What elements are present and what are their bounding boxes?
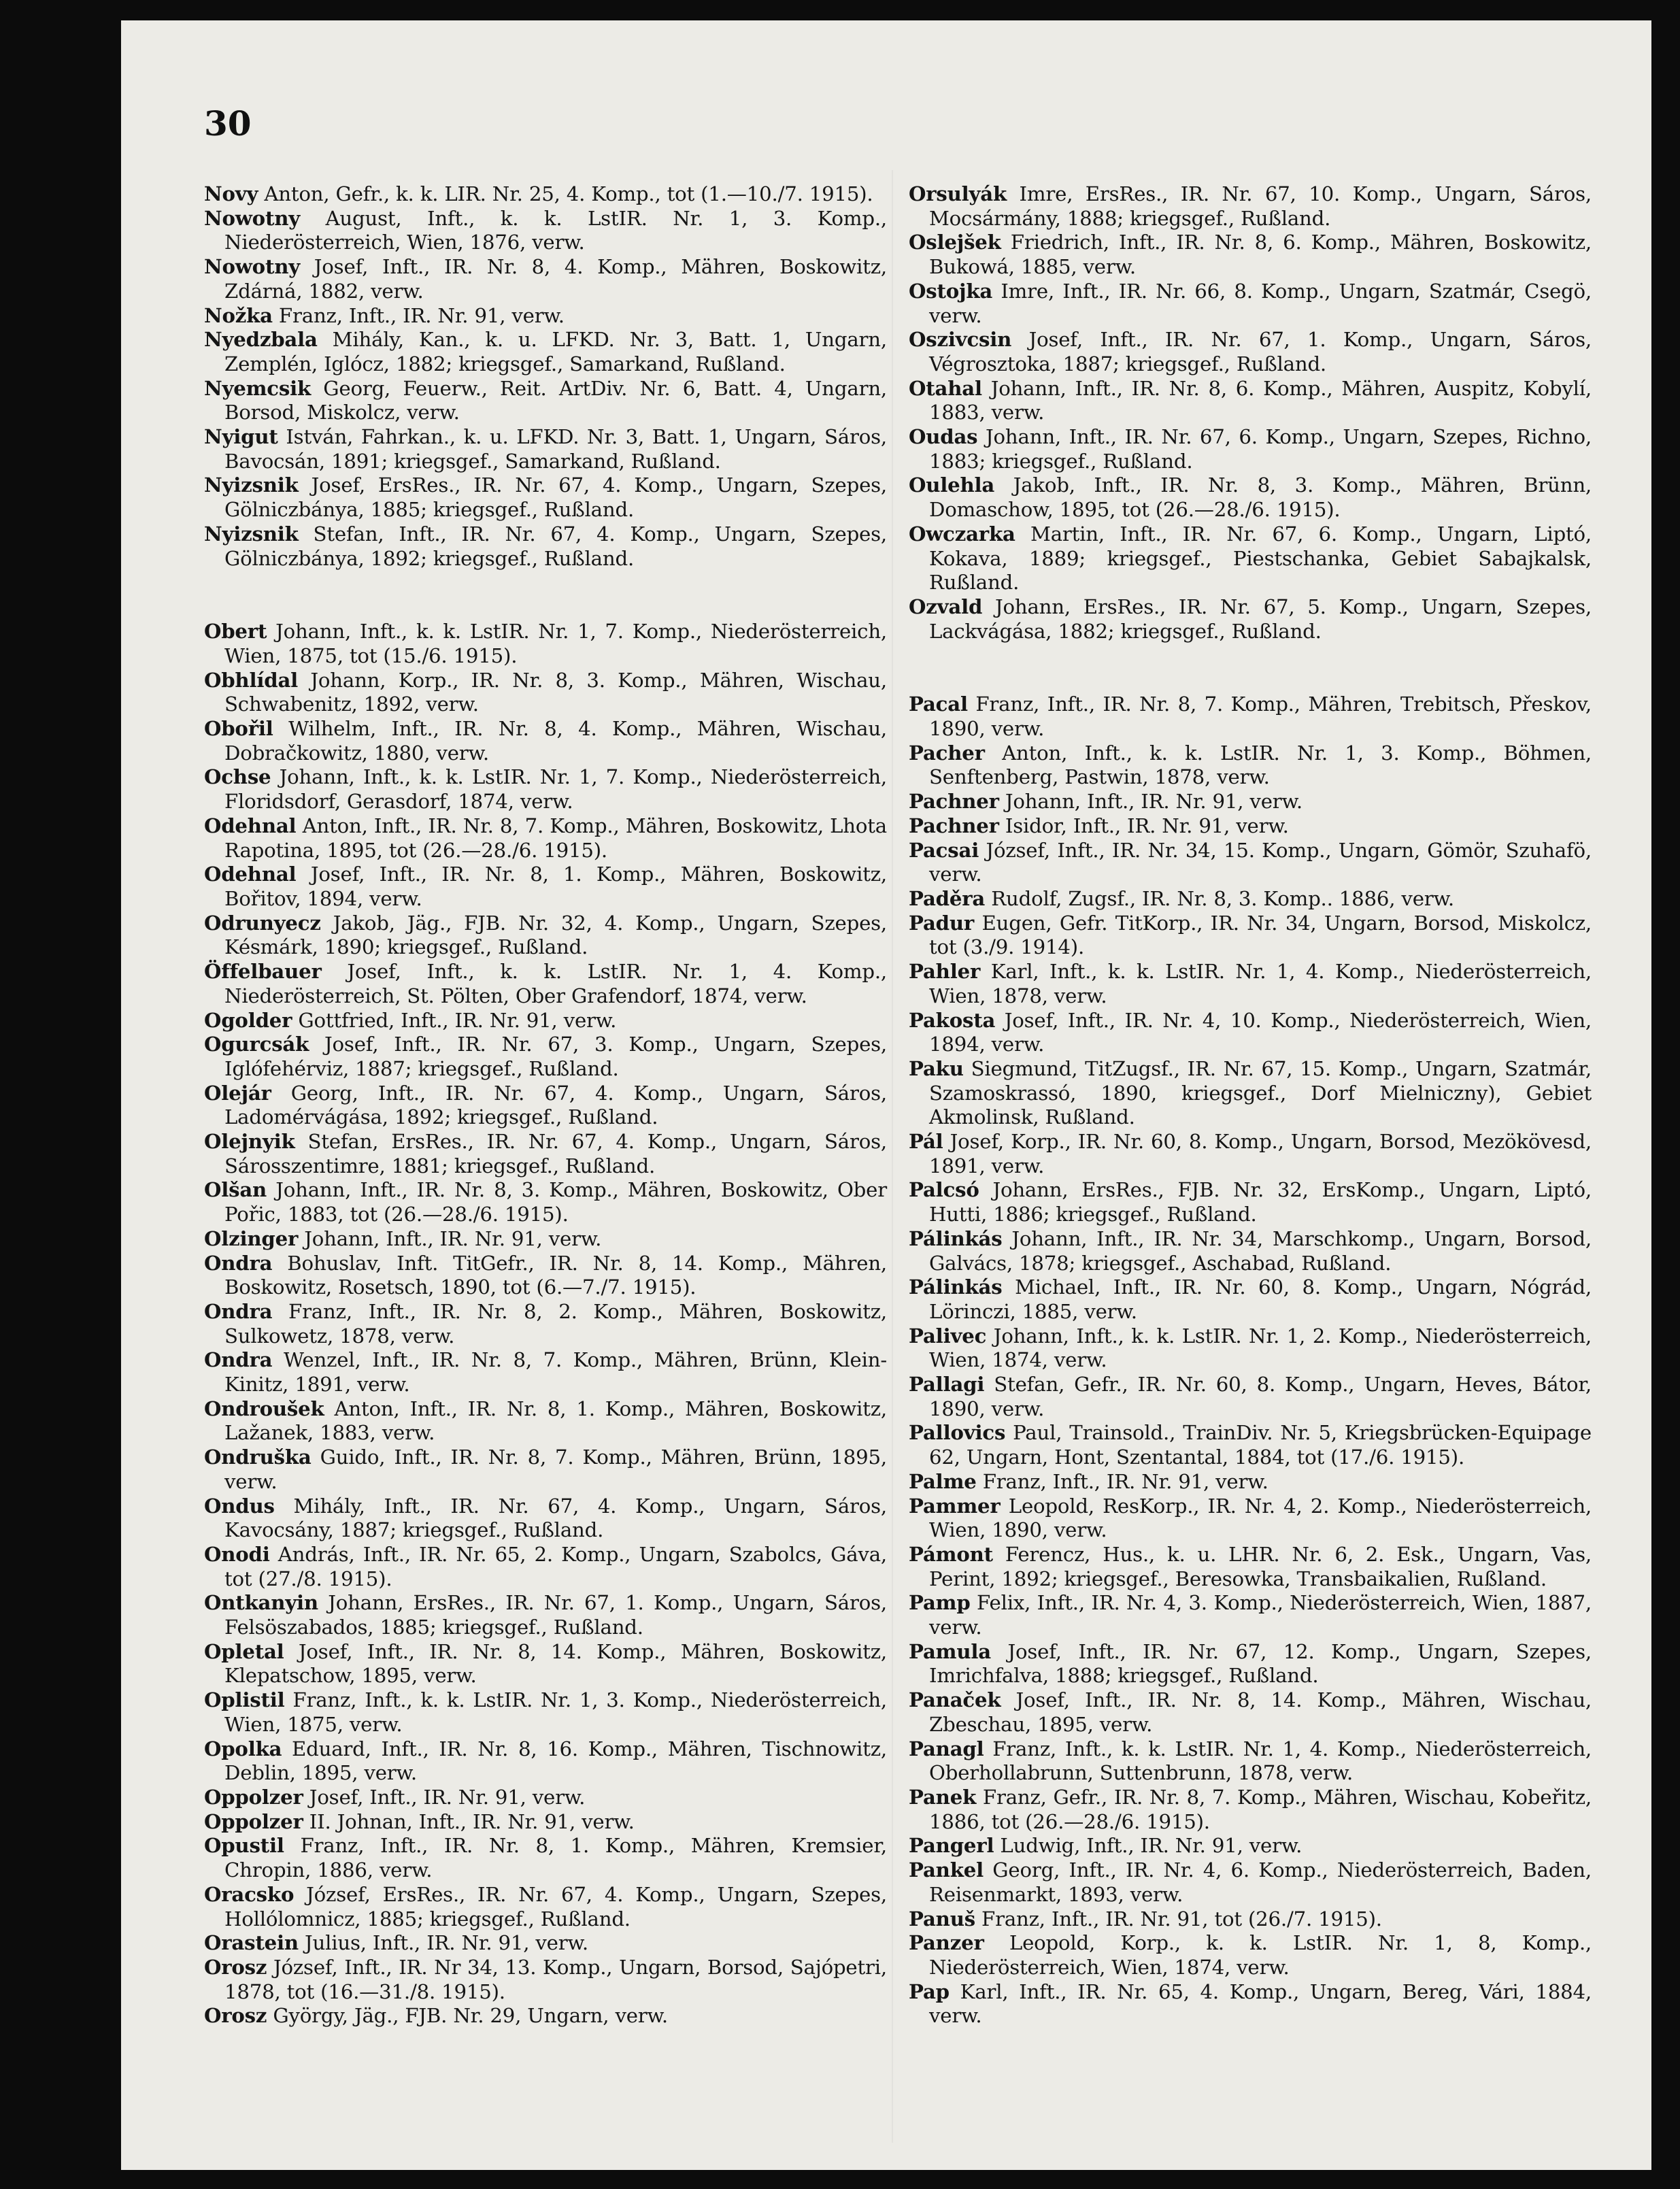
casualty-entry xyxy=(909,280,1592,328)
entry-details: Anton, Inft., k. k. LstIR. Nr. 1, 3. Komp., Böhmen, Senftenberg, Pastwin, 1878, verw. xyxy=(929,741,1592,789)
casualty-entry xyxy=(204,1009,887,1033)
entry-surname: Paku xyxy=(909,1056,964,1080)
entry-surname: Nyedzbala xyxy=(204,328,318,352)
casualty-entry xyxy=(204,1834,887,1882)
entry-details: Josef, ErsRes., IR. Nr. 67, 4. Komp., Ungarn, Szepes, Gölniczbánya, 1885; kriegsgef., Rußland. xyxy=(224,473,887,522)
entry-details: Karl, Inft., k. k. LstIR. Nr. 1, 4. Komp., Niederösterreich, Wien, 1878, verw. xyxy=(929,960,1592,1007)
casualty-entry xyxy=(909,741,1592,790)
entry-details: Josef, Inft., IR. Nr. 91, verw. xyxy=(303,1786,586,1809)
entry-details: Johann, ErsRes., IR. Nr. 67, 5. Komp., Ungarn, Szepes, Lackvágása, 1882; kriegsgef., Rußland. xyxy=(929,595,1592,643)
entry-details: Franz, Inft., IR. Nr. 8, 2. Komp., Mähren, Boskowitz, Sulkowetz, 1878, verw. xyxy=(224,1299,887,1348)
entry-details: Anton, Inft., IR. Nr. 8, 1. Komp., Mähren, Boskowitz, Lažanek, 1883, verw. xyxy=(224,1397,887,1445)
entry-details: Franz, Inft., IR. Nr. 8, 1. Komp., Mähren, Kremsier, Chropin, 1886, verw. xyxy=(224,1834,887,1882)
entry-surname: Ogolder xyxy=(204,1008,292,1032)
entry-surname: Ogurcsák xyxy=(204,1033,309,1056)
casualty-entry xyxy=(204,814,887,863)
entry-details: Imre, ErsRes., IR. Nr. 67, 10. Komp., Ungarn, Sáros, Mocsármány, 1888; kriegsgef., Rußland. xyxy=(929,182,1592,230)
entry-details: Friedrich, Inft., IR. Nr. 8, 6. Komp., Mähren, Boskowitz, Bukowá, 1885, verw. xyxy=(929,231,1592,279)
entry-details: Josef, Inft., IR. Nr. 8, 1. Komp., Mähren, Boskowitz, Bořitov, 1894, verw. xyxy=(224,863,887,910)
casualty-entry xyxy=(909,1178,1592,1226)
entry-details: Johann, ErsRes., IR. Nr. 67, 1. Komp., Ungarn, Sáros, Felsöszabados, 1885; kriegsgef., Rußland. xyxy=(224,1591,887,1639)
entry-details: Johann, Inft., IR. Nr. 8, 3. Komp., Mähren, Boskowitz, Ober Pořic, 1883, tot (26.—28./6. 1915). xyxy=(224,1178,887,1226)
casualty-entry xyxy=(909,231,1592,279)
entry-surname: Opletal xyxy=(204,1639,284,1663)
entry-details: Eduard, Inft., IR. Nr. 8, 16. Komp., Mähren, Tischnowitz, Deblin, 1895, verw. xyxy=(224,1737,887,1785)
entry-surname: Oudas xyxy=(909,425,978,449)
casualty-entry xyxy=(909,1688,1592,1737)
casualty-entry xyxy=(909,473,1592,522)
casualty-entry xyxy=(909,522,1592,595)
casualty-entry xyxy=(204,1810,887,1835)
entry-details: Franz, Inft., IR. Nr. 91, verw. xyxy=(976,1469,1269,1493)
entry-details: Gottfried, Inft., IR. Nr. 91, verw. xyxy=(292,1008,617,1032)
entry-details: Georg, Inft., IR. Nr. 4, 6. Komp., Niederösterreich, Baden, Reisenmarkt, 1893, verw. xyxy=(929,1858,1592,1906)
casualty-entry xyxy=(204,863,887,911)
entry-surname: Panzer xyxy=(909,1931,984,1955)
casualty-entry xyxy=(909,1931,1592,1979)
entry-section xyxy=(204,620,887,2028)
page-fold-shadow xyxy=(892,170,893,2143)
entry-surname: Nyizsnik xyxy=(204,522,299,546)
entry-surname: Oracsko xyxy=(204,1882,295,1906)
entry-surname: Ozvald xyxy=(909,595,983,618)
entry-details: Paul, Trainsold., TrainDiv. Nr. 5, Kriegsbrücken-Equipage 62, Ungarn, Hont, Szentantal, 1884, tot (17./6. 1915). xyxy=(929,1421,1592,1469)
casualty-entry xyxy=(909,814,1592,839)
entry-surname: Pankel xyxy=(909,1858,984,1882)
entry-details: Johann, Inft., IR. Nr. 8, 6. Komp., Mähren, Auspitz, Kobylí, 1883, verw. xyxy=(929,376,1592,424)
entry-details: Franz, Inft., k. k. LstIR. Nr. 1, 4. Komp., Niederösterreich, Oberhollabrunn, Suttenbrunn, 1878, verw. xyxy=(929,1737,1592,1785)
right-column xyxy=(909,182,1592,2028)
entry-surname: Palivec xyxy=(909,1324,987,1348)
entry-details: József, Inft., IR. Nr. 34, 15. Komp., Ungarn, Gömör, Szuhafö, verw. xyxy=(929,838,1592,886)
entry-surname: Oppolzer xyxy=(204,1809,303,1833)
entry-surname: Pámont xyxy=(909,1542,993,1566)
entry-surname: Pamula xyxy=(909,1639,991,1663)
casualty-entry xyxy=(909,1591,1592,1639)
casualty-entry xyxy=(909,377,1592,425)
entry-surname: Palme xyxy=(909,1469,977,1493)
casualty-entry xyxy=(909,912,1592,960)
entry-details: Ludwig, Inft., IR. Nr. 91, verw. xyxy=(994,1834,1303,1858)
entry-surname: Nyigut xyxy=(204,425,278,449)
entry-details: Jakob, Inft., IR. Nr. 8, 3. Komp., Mähren, Brünn, Domaschow, 1895, tot (26.—28./6. 1915). xyxy=(929,473,1592,522)
casualty-entry xyxy=(909,1640,1592,1688)
entry-surname: Oppolzer xyxy=(204,1786,303,1809)
entry-details: Franz, Inft., IR. Nr. 8, 7. Komp., Mähren, Trebitsch, Přeskov, 1890, verw. xyxy=(929,692,1592,741)
entry-surname: Ochse xyxy=(204,765,271,789)
entry-details: Stefan, ErsRes., IR. Nr. 67, 4. Komp., Ungarn, Sáros, Sárosszentimre, 1881; kriegsgef., Rußland. xyxy=(224,1130,887,1177)
casualty-entry xyxy=(909,790,1592,814)
casualty-entry xyxy=(909,1009,1592,1057)
entry-surname: Pachner xyxy=(909,814,999,837)
entry-details: Johann, Inft., k. k. LstIR. Nr. 1, 7. Komp., Niederösterreich, Wien, 1875, tot (15./6. 1915). xyxy=(224,620,887,667)
casualty-entry xyxy=(204,1082,887,1130)
entry-surname: Nowotny xyxy=(204,206,301,230)
entry-details: Mihály, Kan., k. u. LFKD. Nr. 3, Batt. 1, Ungarn, Zemplén, Iglócz, 1882; kriegsgef., Samarkand, Rußland. xyxy=(224,328,887,375)
casualty-entry xyxy=(909,1470,1592,1494)
entry-details: József, ErsRes., IR. Nr. 67, 4. Komp., Ungarn, Szepes, Hollólomnicz, 1885; kriegsgef., Rußland. xyxy=(224,1882,887,1931)
casualty-entry xyxy=(909,1907,1592,1932)
casualty-entry xyxy=(204,1543,887,1591)
entry-details: Michael, Inft., IR. Nr. 60, 8. Komp., Ungarn, Nógrád, Lörinczi, 1885, verw. xyxy=(929,1275,1592,1323)
casualty-entry xyxy=(204,1688,887,1737)
casualty-entry xyxy=(204,2004,887,2028)
casualty-entry xyxy=(909,1227,1592,1275)
entry-details: Josef, Inft., IR. Nr. 67, 12. Komp., Ungarn, Szepes, Imrichfalva, 1888; kriegsgef., Rußland. xyxy=(929,1639,1592,1688)
entry-details: Josef, Inft., IR. Nr. 8, 4. Komp., Mähren, Boskowitz, Zdárná, 1882, verw. xyxy=(224,255,887,303)
entry-surname: Olejnyik xyxy=(204,1130,295,1154)
casualty-entry xyxy=(204,1227,887,1252)
entry-surname: Panaček xyxy=(909,1688,1001,1712)
entry-surname: Ondruška xyxy=(204,1446,312,1469)
entry-details: Bohuslav, Inft. TitGefr., IR. Nr. 8, 14. Komp., Mähren, Boskowitz, Rosetsch, 1890, tot (6.—7./7. 1915). xyxy=(224,1251,887,1299)
casualty-entry xyxy=(204,1300,887,1348)
entry-details: Josef, Korp., IR. Nr. 60, 8. Komp., Ungarn, Borsod, Mezökövesd, 1891, verw. xyxy=(929,1130,1592,1177)
entry-section xyxy=(909,182,1592,644)
section-gap xyxy=(909,644,1592,692)
entry-surname: Opustil xyxy=(204,1834,284,1858)
entry-details: Martin, Inft., IR. Nr. 67, 6. Komp., Ungarn, Liptó, Kokava, 1889; kriegsgef., Piestschanka, Gebiet Sabajkalsk, Rußland. xyxy=(929,522,1592,595)
entry-details: Georg, Feuerw., Reit. ArtDiv. Nr. 6, Batt. 4, Ungarn, Borsod, Miskolcz, verw. xyxy=(224,376,887,424)
entry-surname: Oszivcsin xyxy=(909,328,1012,352)
entry-surname: Öffelbauer xyxy=(204,960,322,984)
entry-surname: Ondra xyxy=(204,1251,273,1275)
entry-surname: Owczarka xyxy=(909,522,1015,546)
casualty-entry xyxy=(909,1494,1592,1543)
entry-details: Leopold, Korp., k. k. LstIR. Nr. 1, 8, Komp., Niederösterreich, Wien, 1874, verw. xyxy=(929,1931,1592,1979)
entry-surname: Otahal xyxy=(909,376,982,400)
entry-surname: Pallagi xyxy=(909,1373,985,1397)
entry-surname: Orsulyák xyxy=(909,182,1007,205)
casualty-entry xyxy=(909,1373,1592,1421)
entry-details: Josef, Inft., IR. Nr. 8, 14. Komp., Mähren, Wischau, Zbeschau, 1895, verw. xyxy=(929,1688,1592,1736)
entry-details: II. Johnan, Inft., IR. Nr. 91, verw. xyxy=(303,1809,635,1833)
casualty-entry xyxy=(909,1980,1592,2028)
entry-details: Siegmund, TitZugsf., IR. Nr. 67, 15. Komp., Ungarn, Szatmár, Szamoskrassó, 1890, kriegsgef., Dorf Mielniczny), Gebiet Akmolinsk, Rußland. xyxy=(929,1056,1592,1129)
entry-details: August, Inft., k. k. LstIR. Nr. 1, 3. Komp., Niederösterreich, Wien, 1876, verw. xyxy=(224,206,887,254)
entry-surname: Ondus xyxy=(204,1494,275,1518)
entry-surname: Obert xyxy=(204,620,267,644)
casualty-entry xyxy=(204,912,887,960)
entry-surname: Panagl xyxy=(909,1737,984,1760)
entry-details: Johann, Inft., k. k. LstIR. Nr. 1, 7. Komp., Niederösterreich, Floridsdorf, Gerasdorf, 1874, verw. xyxy=(224,765,887,814)
casualty-entry xyxy=(204,1591,887,1639)
entry-details: Rudolf, Zugsf., IR. Nr. 8, 3. Komp.. 1886, verw. xyxy=(985,886,1454,910)
entry-details: Wenzel, Inft., IR. Nr. 8, 7. Komp., Mähren, Brünn, Klein-Kinitz, 1891, verw. xyxy=(224,1348,887,1397)
casualty-entry xyxy=(204,425,887,473)
casualty-entry xyxy=(204,1252,887,1300)
casualty-entry xyxy=(204,1640,887,1688)
casualty-entry xyxy=(204,182,887,207)
entry-surname: Pammer xyxy=(909,1494,1001,1518)
entry-surname: Nožka xyxy=(204,303,273,327)
entry-details: Georg, Inft., IR. Nr. 67, 4. Komp., Ungarn, Sáros, Ladomérvágása, 1892; kriegsgef., Rußland. xyxy=(224,1081,887,1129)
entry-details: Jakob, Jäg., FJB. Nr. 32, 4. Komp., Ungarn, Szepes, Késmárk, 1890; kriegsgef., Rußland. xyxy=(224,911,887,959)
entry-details: Franz, Inft., IR. Nr. 91, verw. xyxy=(272,303,565,327)
entry-details: Josef, Inft., IR. Nr. 4, 10. Komp., Niederösterreich, Wien, 1894, verw. xyxy=(929,1008,1592,1056)
entry-details: István, Fahrkan., k. u. LFKD. Nr. 3, Batt. 1, Ungarn, Sáros, Bavocsán, 1891; kriegsgef., Samarkand, Rußland. xyxy=(224,425,887,473)
casualty-entry xyxy=(204,522,887,571)
casualty-entry xyxy=(204,765,887,814)
entry-surname: Pahler xyxy=(909,960,981,984)
entry-details: Stefan, Gefr., IR. Nr. 60, 8. Komp., Ungarn, Heves, Bátor, 1890, verw. xyxy=(929,1373,1592,1420)
entry-surname: Onodi xyxy=(204,1542,270,1566)
entry-details: Felix, Inft., IR. Nr. 4, 3. Komp., Niederösterreich, Wien, 1887, verw. xyxy=(929,1591,1592,1639)
casualty-entry xyxy=(909,1737,1592,1786)
casualty-entry xyxy=(204,207,887,255)
entry-details: Johann, Inft., IR. Nr. 67, 6. Komp., Ungarn, Szepes, Richno, 1883; kriegsgef., Rußland. xyxy=(929,425,1592,473)
entry-details: Franz, Inft., k. k. LstIR. Nr. 1, 3. Komp., Niederösterreich, Wien, 1875, verw. xyxy=(224,1688,887,1736)
entry-details: Johann, ErsRes., FJB. Nr. 32, ErsKomp., Ungarn, Liptó, Hutti, 1886; kriegsgef., Rußland. xyxy=(929,1178,1592,1226)
entry-surname: Nyemcsik xyxy=(204,376,312,400)
casualty-entry xyxy=(909,1834,1592,1858)
casualty-entry xyxy=(204,1931,887,1956)
entry-details: Karl, Inft., IR. Nr. 65, 4. Komp., Ungarn, Bereg, Vári, 1884, verw. xyxy=(929,1979,1592,2028)
entry-details: András, Inft., IR. Nr. 65, 2. Komp., Ungarn, Szabolcs, Gáva, tot (27./8. 1915). xyxy=(224,1542,887,1590)
casualty-entry xyxy=(909,887,1592,912)
casualty-entry xyxy=(909,1543,1592,1591)
casualty-entry xyxy=(909,1057,1592,1130)
entry-details: Leopold, ResKorp., IR. Nr. 4, 2. Komp., Niederösterreich, Wien, 1890, verw. xyxy=(929,1494,1592,1542)
entry-surname: Pangerl xyxy=(909,1834,994,1858)
entry-details: Stefan, Inft., IR. Nr. 67, 4. Komp., Ungarn, Szepes, Gölniczbánya, 1892; kriegsgef., Rußland. xyxy=(224,522,887,570)
entry-details: Josef, Inft., IR. Nr. 8, 14. Komp., Mähren, Boskowitz, Klepatschow, 1895, verw. xyxy=(224,1639,887,1688)
casualty-entry xyxy=(204,1786,887,1810)
left-column xyxy=(204,182,887,2028)
entry-surname: Obořil xyxy=(204,717,273,741)
entry-surname: Pallovics xyxy=(909,1421,1006,1445)
casualty-entry xyxy=(204,377,887,425)
entry-details: Eugen, Gefr. TitKorp., IR. Nr. 34, Ungarn, Borsod, Miskolcz, tot (3./9. 1914). xyxy=(929,911,1592,959)
entry-surname: Oslejšek xyxy=(909,231,1001,254)
entry-details: Josef, Inft., IR. Nr. 67, 1. Komp., Ungarn, Sáros, Végrosztoka, 1887; kriegsgef., Rußland. xyxy=(929,328,1592,375)
entry-surname: Pap xyxy=(909,1979,950,2003)
entry-details: Imre, Inft., IR. Nr. 66, 8. Komp., Ungarn, Szatmár, Csegö, verw. xyxy=(929,279,1592,327)
entry-surname: Nowotny xyxy=(204,255,301,279)
entry-details: Johann, Korp., IR. Nr. 8, 3. Komp., Mähren, Wischau, Schwabenitz, 1892, verw. xyxy=(224,668,887,716)
entry-section xyxy=(909,692,1592,2028)
entry-surname: Olejár xyxy=(204,1081,271,1105)
entry-details: József, Inft., IR. Nr 34, 13. Komp., Ungarn, Borsod, Sajópetri, 1878, tot (16.—31./8. 1915). xyxy=(224,1955,887,2003)
entry-surname: Palcsó xyxy=(909,1178,979,1202)
entry-surname: Pakosta xyxy=(909,1008,996,1032)
casualty-entry xyxy=(909,1324,1592,1373)
entry-details: Franz, Gefr., IR. Nr. 8, 7. Komp., Mähren, Wischau, Kobeřitz, 1886, tot (26.—28./6. 1915). xyxy=(929,1786,1592,1833)
entry-details: Anton, Gefr., k. k. LIR. Nr. 25, 4. Komp., tot (1.—10./7. 1915). xyxy=(258,182,873,205)
casualty-entry xyxy=(204,1033,887,1081)
entry-surname: Obhlídal xyxy=(204,668,299,692)
casualty-entry xyxy=(909,595,1592,644)
casualty-entry xyxy=(909,692,1592,741)
entry-surname: Odehnal xyxy=(204,863,297,886)
page-number: 30 xyxy=(204,103,252,144)
entry-details: Johann, Inft., IR. Nr. 34, Marschkomp., Ungarn, Borsod, Galvács, 1878; kriegsgef., Aschabad, Rußland. xyxy=(929,1226,1592,1275)
casualty-entry xyxy=(909,328,1592,376)
entry-surname: Odrunyecz xyxy=(204,911,321,935)
casualty-entry xyxy=(204,1737,887,1786)
casualty-entry xyxy=(204,1494,887,1543)
casualty-entry xyxy=(204,960,887,1008)
entry-surname: Ostojka xyxy=(909,279,993,303)
entry-surname: Pálinkás xyxy=(909,1226,1003,1250)
entry-details: Anton, Inft., IR. Nr. 8, 7. Komp., Mähren, Boskowitz, Lhota Rapotina, 1895, tot (26.—28./6. 1915). xyxy=(224,814,887,862)
entry-details: Wilhelm, Inft., IR. Nr. 8, 4. Komp., Mähren, Wischau, Dobračkowitz, 1880, verw. xyxy=(224,717,887,765)
casualty-entry xyxy=(909,1275,1592,1324)
casualty-entry xyxy=(204,1446,887,1494)
entry-details: Johann, Inft., IR. Nr. 91, verw. xyxy=(998,790,1303,814)
entry-surname: Orosz xyxy=(204,2004,267,2028)
entry-details: Mihály, Inft., IR. Nr. 67, 4. Komp., Ungarn, Sáros, Kavocsány, 1887; kriegsgef., Rußland. xyxy=(224,1494,887,1542)
entry-surname: Pamp xyxy=(909,1591,971,1615)
entry-surname: Padur xyxy=(909,911,975,935)
casualty-entry xyxy=(204,1348,887,1397)
casualty-entry xyxy=(204,669,887,717)
casualty-entry xyxy=(204,1130,887,1178)
casualty-entry xyxy=(204,1397,887,1446)
entry-details: Johann, Inft., IR. Nr. 91, verw. xyxy=(298,1226,602,1250)
casualty-entry xyxy=(204,620,887,668)
entry-surname: Oulehla xyxy=(909,473,995,497)
entry-surname: Pacsai xyxy=(909,838,979,862)
entry-surname: Panuš xyxy=(909,1907,975,1931)
entry-surname: Nyizsnik xyxy=(204,473,299,497)
entry-surname: Ondroušek xyxy=(204,1397,324,1420)
entry-details: Julius, Inft., IR. Nr. 91, verw. xyxy=(298,1931,588,1955)
entry-surname: Pachner xyxy=(909,790,999,814)
casualty-entry xyxy=(909,1858,1592,1907)
entry-details: György, Jäg., FJB. Nr. 29, Ungarn, verw. xyxy=(267,2004,668,2028)
casualty-entry xyxy=(204,473,887,522)
entry-surname: Ondra xyxy=(204,1299,273,1323)
casualty-entry xyxy=(204,328,887,376)
casualty-entry xyxy=(204,717,887,765)
entry-surname: Olzinger xyxy=(204,1226,299,1250)
casualty-entry xyxy=(204,304,887,329)
entry-surname: Paděra xyxy=(909,886,986,910)
entry-details: Guido, Inft., IR. Nr. 8, 7. Komp., Mähren, Brünn, 1895, verw. xyxy=(224,1446,887,1493)
entry-surname: Oplistil xyxy=(204,1688,285,1712)
casualty-entry xyxy=(204,1883,887,1931)
entry-details: Josef, Inft., k. k. LstIR. Nr. 1, 4. Komp., Niederösterreich, St. Pölten, Ober Grafendorf, 1874, verw. xyxy=(224,960,887,1007)
casualty-entry xyxy=(909,1130,1592,1178)
entry-surname: Pacher xyxy=(909,741,985,765)
casualty-entry xyxy=(909,182,1592,231)
casualty-entry xyxy=(909,839,1592,887)
casualty-entry xyxy=(909,960,1592,1008)
entry-details: Johann, Inft., k. k. LstIR. Nr. 1, 2. Komp., Niederösterreich, Wien, 1874, verw. xyxy=(929,1324,1592,1372)
entry-details: Ferencz, Hus., k. u. LHR. Nr. 6, 2. Esk., Ungarn, Vas, Perint, 1892; kriegsgef., Beresowka, Transbaikalien, Rußland. xyxy=(929,1542,1592,1590)
entry-surname: Pál xyxy=(909,1130,943,1154)
entry-details: Franz, Inft., IR. Nr. 91, tot (26./7. 1915). xyxy=(975,1907,1382,1931)
entry-surname: Panek xyxy=(909,1786,977,1809)
casualty-entry xyxy=(909,1421,1592,1469)
entry-surname: Novy xyxy=(204,182,258,205)
entry-surname: Odehnal xyxy=(204,814,297,837)
casualty-entry xyxy=(909,425,1592,473)
entry-surname: Ontkanyin xyxy=(204,1591,318,1615)
casualty-entry xyxy=(204,1178,887,1226)
casualty-entry xyxy=(204,1956,887,2004)
entry-section xyxy=(204,182,887,571)
book-page xyxy=(121,20,1651,2170)
entry-surname: Olšan xyxy=(204,1178,267,1202)
casualty-entry xyxy=(909,1786,1592,1834)
casualty-entry xyxy=(204,255,887,303)
entry-surname: Orosz xyxy=(204,1955,267,1979)
entry-surname: Pálinkás xyxy=(909,1275,1003,1299)
entry-surname: Orastein xyxy=(204,1931,299,1955)
entry-details: Isidor, Inft., IR. Nr. 91, verw. xyxy=(998,814,1289,837)
entry-surname: Ondra xyxy=(204,1348,273,1372)
entry-surname: Opolka xyxy=(204,1737,282,1760)
entry-details: Josef, Inft., IR. Nr. 67, 3. Komp., Ungarn, Szepes, Iglófehérviz, 1887; kriegsgef., Rußland. xyxy=(224,1033,887,1080)
section-gap xyxy=(204,571,887,620)
entry-surname: Pacal xyxy=(909,692,968,716)
